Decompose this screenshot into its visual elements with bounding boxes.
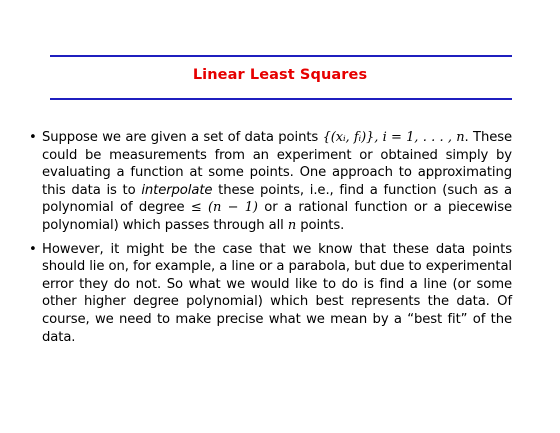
bullet-1-math-data-points: {(xᵢ, fᵢ)}, i = 1, . . . , n	[322, 130, 465, 145]
bullet-2-text: However, it might be the case that we know that these data points should lie on, for example, a line or a parabola, but due to experimental error they do not. So what we would like to do is find a line (or some other higher degree polynomial) which best represents the data. Of course, we need to make precise what we mean by a “best fit” of the data.	[42, 241, 512, 345]
title-rule-top	[50, 55, 512, 57]
bullet-1-emphasis-interpolate: interpolate	[141, 182, 213, 198]
bullet-dot-icon: •	[29, 130, 37, 145]
bullet-dot-icon: •	[29, 241, 37, 257]
title-rule-bottom	[50, 98, 512, 100]
slide-title: Linear Least Squares	[192, 67, 368, 83]
bullet-1-text-2: . These could be measurements from an experiment or obtained simply by evaluating a function at some points. One approach to approximating this data is to	[42, 130, 512, 198]
bullet-item-1	[29, 129, 512, 235]
bullet-item-2	[29, 241, 512, 347]
slide-body	[29, 129, 512, 352]
bullet-1-text-1: Suppose we are given a set of data points	[42, 130, 323, 145]
bullet-1-text-4: or a rational function or a piecewise polynomial) which passes through all	[42, 200, 513, 233]
bullet-1-math-degree: ≤ (n − 1)	[190, 200, 258, 216]
bullet-1-text-3: these points, i.e., find a function (such as a polynomial of degree	[42, 182, 512, 216]
bullet-1-math-n: n	[287, 217, 297, 233]
bullet-1-text-5: points.	[296, 217, 345, 233]
